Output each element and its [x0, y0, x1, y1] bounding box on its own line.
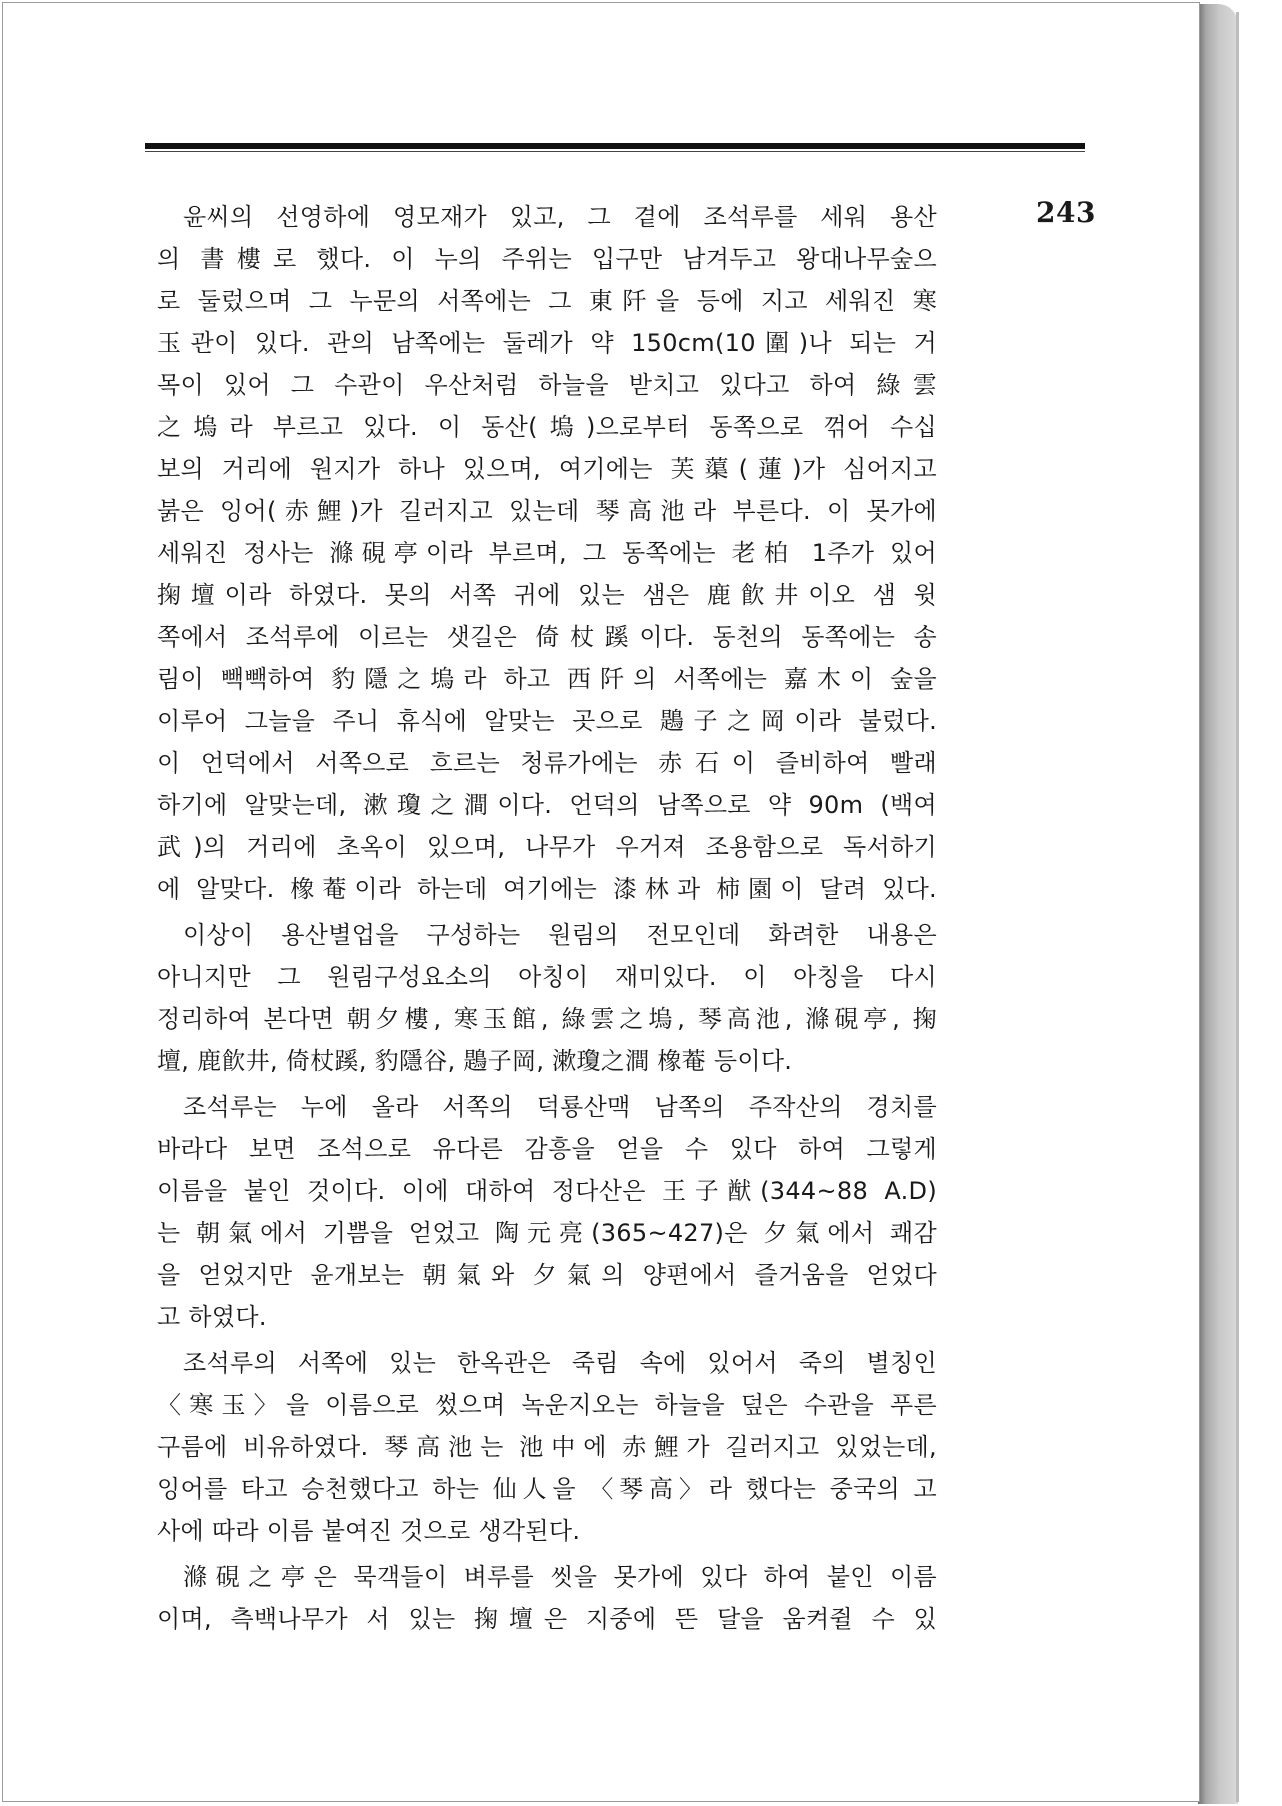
- text-line: 목이 있어 그 수관이 우산처럼 하늘을 받치고 있다고 하여 綠雲: [157, 371, 937, 399]
- paragraph-2: [157, 914, 937, 1082]
- text-line: 조석루의 서쪽에 있는 한옥관은 죽림 속에 있어서 죽의 별칭인: [183, 1349, 937, 1377]
- text-line: 고 하였다.: [157, 1303, 267, 1331]
- paragraph-5: [157, 1556, 937, 1640]
- text-line: 玉관이 있다. 관의 남쪽에는 둘레가 약 150cm(10圍)나 되는 거: [157, 329, 937, 357]
- page-number: 243: [1036, 196, 1096, 229]
- text-line: 이 언덕에서 서쪽으로 흐르는 청류가에는 赤石이 즐비하여 빨래: [157, 749, 937, 777]
- text-line: 아니지만 그 원림구성요소의 아칭이 재미있다. 이 아칭을 다시: [157, 963, 937, 991]
- text-line: 이상이 용산별업을 구성하는 원림의 전모인데 화려한 내용은: [183, 921, 937, 949]
- text-line: 〈寒玉〉을 이름으로 썼으며 녹운지오는 하늘을 덮은 수관을 푸른: [157, 1391, 937, 1419]
- text-line: 로 둘렀으며 그 누문의 서쪽에는 그 東阡을 등에 지고 세워진 寒: [157, 287, 937, 315]
- text-line: 잉어를 타고 승천했다고 하는 仙人을 〈琴高〉라 했다는 중국의 고: [157, 1475, 937, 1503]
- text-line: 을 얻었지만 윤개보는 朝氣와 夕氣의 양편에서 즐거움을 얻었다: [157, 1261, 937, 1289]
- text-line: 붉은 잉어(赤鯉)가 길러지고 있는데 琴高池라 부른다. 이 못가에: [157, 497, 937, 525]
- text-line: 滌硯之亭은 묵객들이 벼루를 씻을 못가에 있다 하여 붙인 이름: [183, 1563, 937, 1591]
- body-text: [157, 196, 937, 1640]
- book-page-edge-line: [1236, 12, 1239, 1802]
- text-line: 에 알맞다. 橡菴이라 하는데 여기에는 漆林과 柿園이 달려 있다.: [157, 875, 937, 903]
- text-line: 는 朝氣에서 기쁨을 얻었고 陶元亮(365~427)은 夕氣에서 쾌감: [157, 1219, 937, 1247]
- text-line: 사에 따라 이름 붙여진 것으로 생각된다.: [157, 1517, 581, 1545]
- text-line: 윤씨의 선영하에 영모재가 있고, 그 곁에 조석루를 세워 용산: [183, 203, 937, 231]
- header-rule-thin: [145, 151, 1085, 152]
- header-rule: [145, 143, 1085, 149]
- text-line: 壇, 鹿飮井, 倚杖蹊, 豹隱谷, 鶗子岡, 漱瓊之澗 橡菴 등이다.: [157, 1047, 793, 1075]
- text-line: 이며, 측백나무가 서 있는 掬壇은 지중에 뜬 달을 움켜쥘 수 있: [157, 1605, 937, 1633]
- text-line: 보의 거리에 원지가 하나 있으며, 여기에는 芙蕖(蓮)가 심어지고: [157, 455, 937, 483]
- paragraph-4: [157, 1342, 937, 1552]
- paragraph-1: [157, 196, 937, 910]
- text-line: 之塢라 부르고 있다. 이 동산(塢)으로부터 동쪽으로 꺾어 수십: [157, 413, 937, 441]
- text-line: 구름에 비유하였다. 琴高池는 池中에 赤鯉가 길러지고 있었는데,: [157, 1433, 937, 1461]
- text-line: 하기에 알맞는데, 漱瓊之澗이다. 언덕의 남쪽으로 약 90m (백여: [157, 791, 937, 819]
- text-line: 림이 빽빽하여 豹隱之塢라 하고 西阡의 서쪽에는 嘉木이 숲을: [157, 665, 937, 693]
- text-line: 조석루는 누에 올라 서쪽의 덕룡산맥 남쪽의 주작산의 경치를: [183, 1093, 937, 1121]
- paragraph-3: [157, 1086, 937, 1338]
- text-line: 바라다 보면 조석으로 유다른 감흥을 얻을 수 있다 하여 그렇게: [157, 1135, 937, 1163]
- text-line: 이루어 그늘을 주니 휴식에 알맞는 곳으로 鶗子之岡이라 불렀다.: [157, 707, 937, 735]
- book-page-edge: [1198, 4, 1238, 1804]
- text-line: 이름을 붙인 것이다. 이에 대하여 정다산은 王子猷(344~88 A.D): [157, 1177, 937, 1205]
- text-line: 정리하여 본다면 朝夕樓, 寒玉館, 綠雲之塢, 琴高池, 滌硯亭, 掬: [157, 1005, 937, 1033]
- text-line: 의 書樓로 했다. 이 누의 주위는 입구만 남겨두고 왕대나무숲으: [157, 245, 937, 273]
- text-line: 掬壇이라 하였다. 못의 서쪽 귀에 있는 샘은 鹿飮井이오 샘 윗: [157, 581, 937, 609]
- text-line: 세워진 정사는 滌硯亭이라 부르며, 그 동쪽에는 老柏 1주가 있어: [157, 539, 937, 567]
- text-line: 武)의 거리에 초옥이 있으며, 나무가 우거져 조용함으로 독서하기: [157, 833, 937, 861]
- text-line: 쪽에서 조석루에 이르는 샛길은 倚杖蹊이다. 동천의 동쪽에는 송: [157, 623, 937, 651]
